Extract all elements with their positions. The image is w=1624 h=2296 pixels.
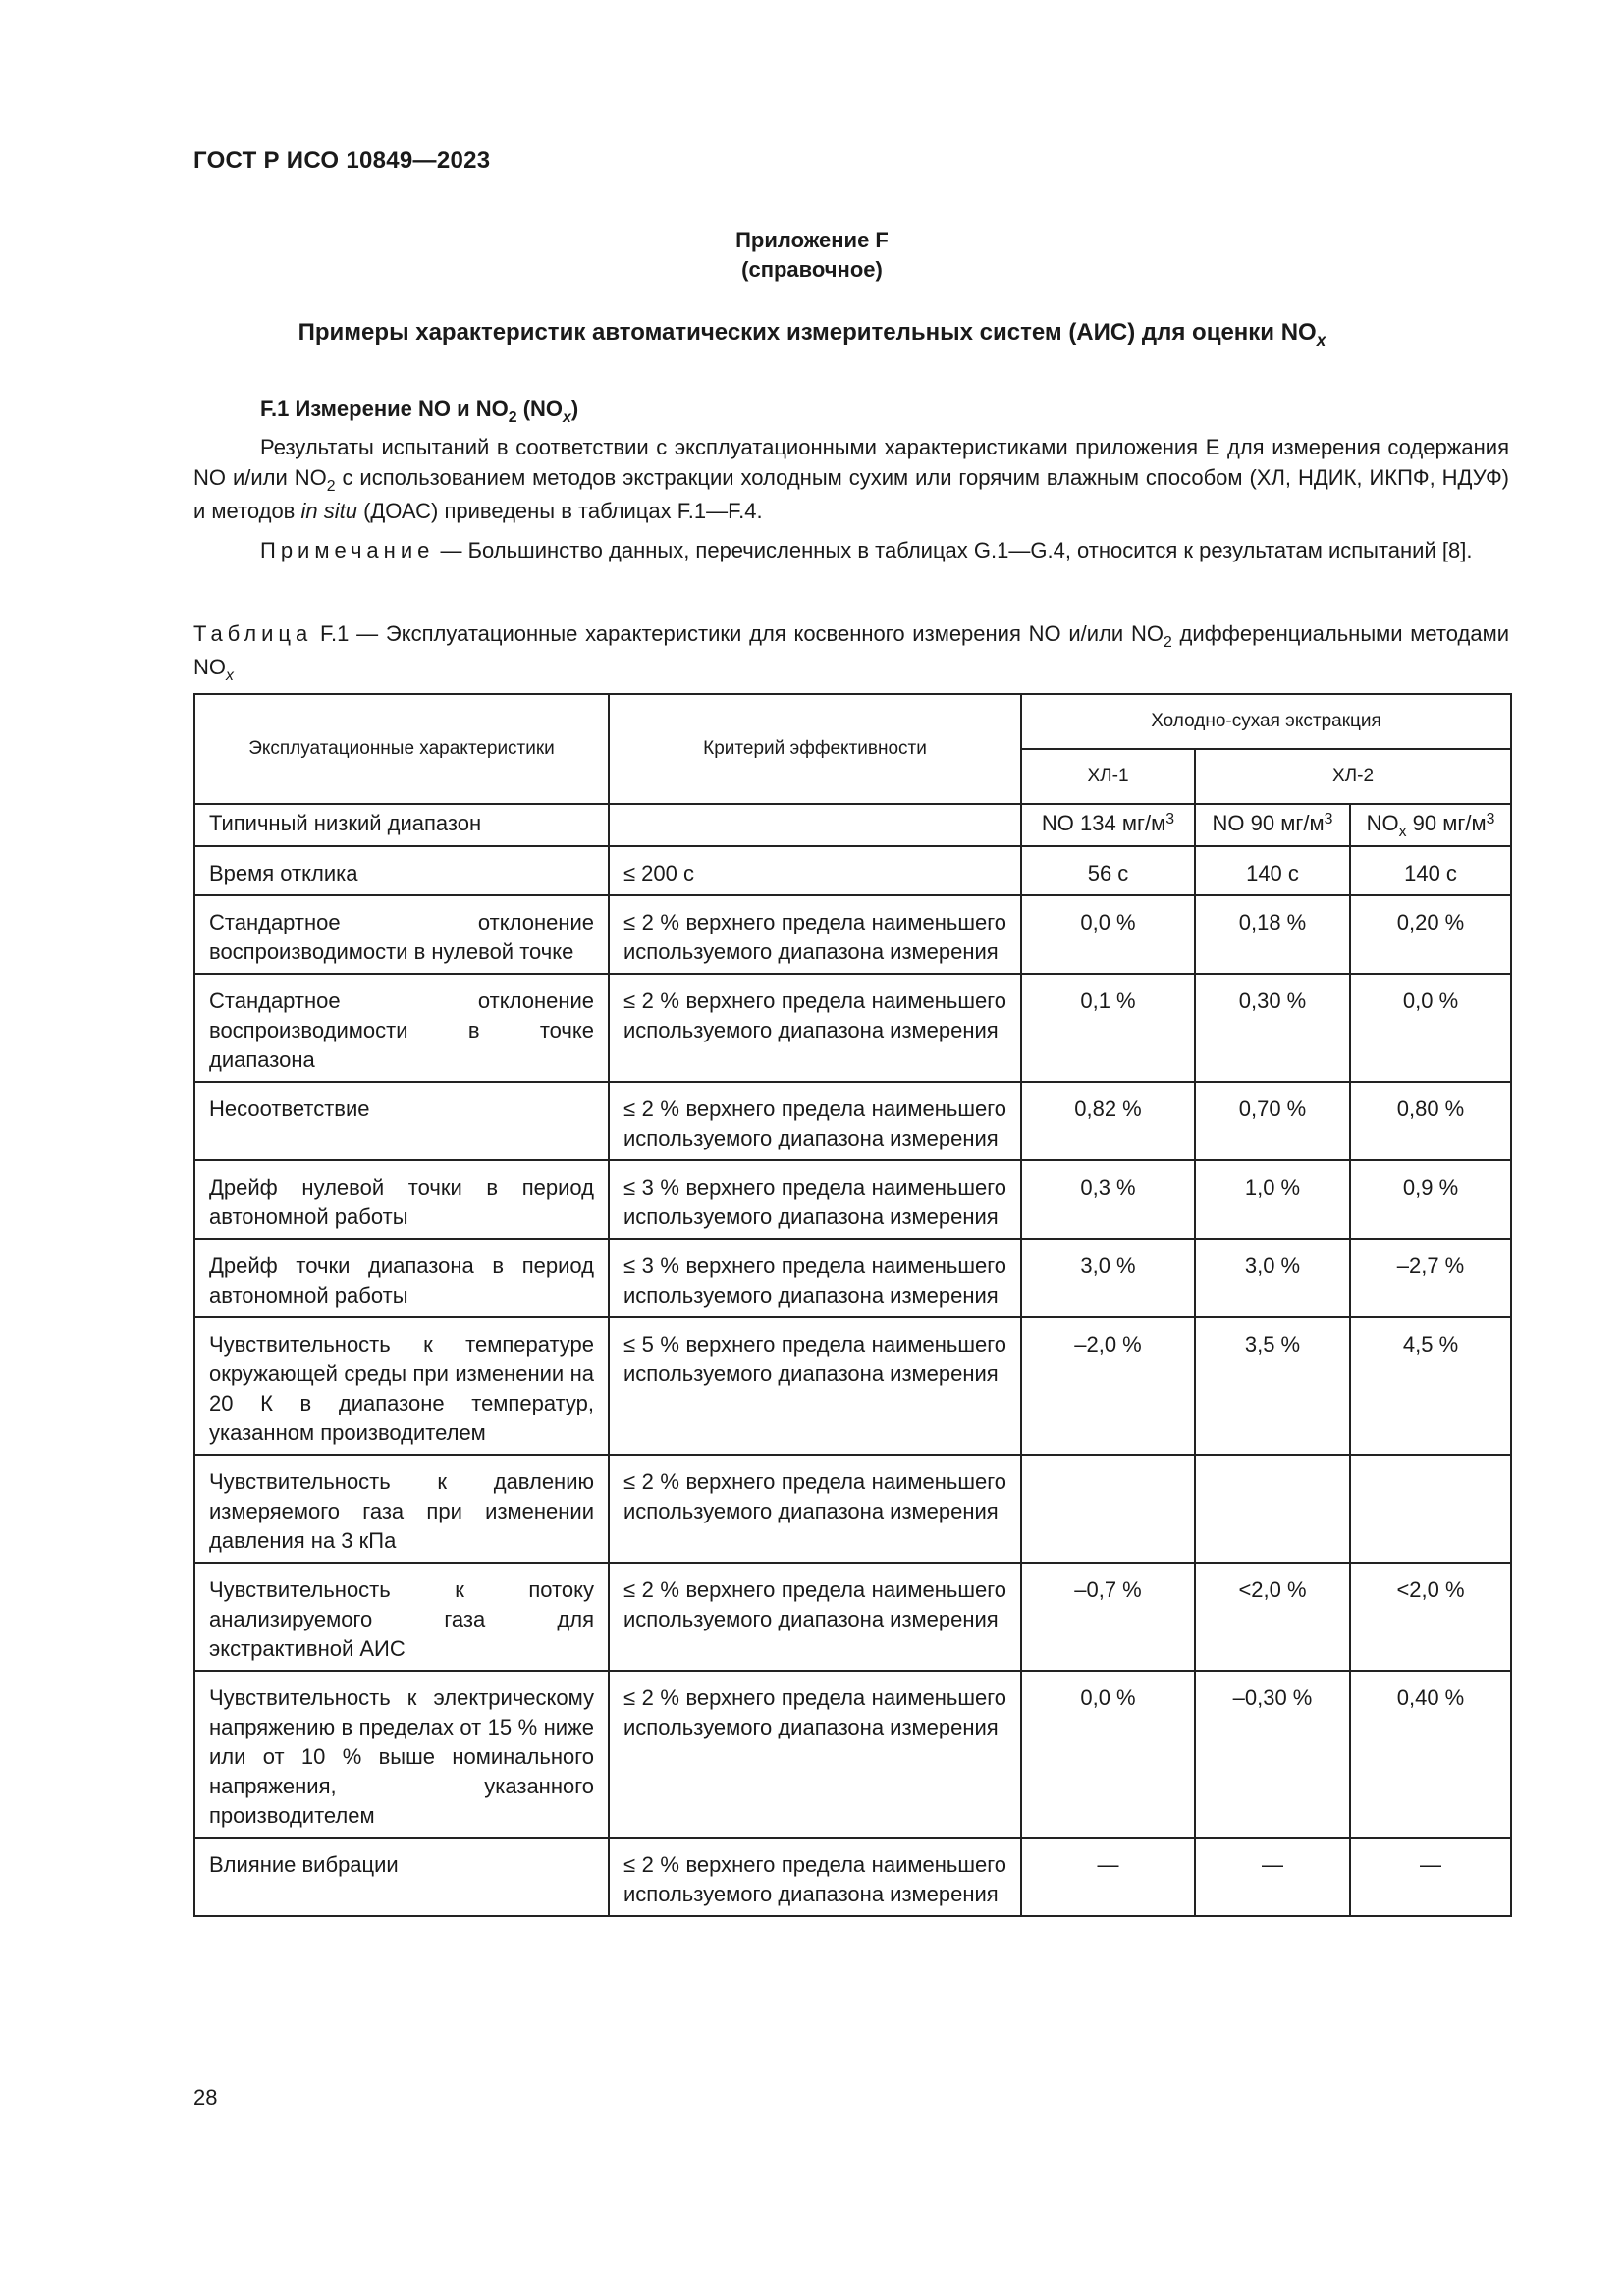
cell-value: 0,1 %: [1021, 974, 1195, 1082]
cell-value: [1195, 1455, 1350, 1563]
cell-property: Стандартное отклонение воспроизводимости в нулевой точке: [194, 895, 609, 974]
cell-property: Дрейф точки диапазона в период автономной работы: [194, 1239, 609, 1317]
cell-value: —: [1195, 1838, 1350, 1916]
table-row: [194, 846, 1511, 895]
paragraph-text: с использованием методов экстракции холодным сухим или горячим влажным способом (ХЛ, НДИК, ИКПФ, НДУФ) и методов: [193, 465, 1509, 523]
section-heading: [260, 397, 579, 426]
cell-property: Несоответствие: [194, 1082, 609, 1160]
cell-value: 0,30 %: [1195, 974, 1350, 1082]
table-row: [194, 1671, 1511, 1838]
value-subscript: x: [1398, 823, 1407, 840]
cell-criterion: ≤ 2 % верхнего предела наименьшего используемого диапазона измерения: [609, 1563, 1021, 1671]
table-row-range: [194, 804, 1511, 846]
cell-criterion: ≤ 2 % верхнего предела наименьшего используемого диапазона измерения: [609, 1671, 1021, 1838]
cell-value: 0,0 %: [1021, 1671, 1195, 1838]
table-header-row: [194, 694, 1511, 749]
note-label: Примечание: [260, 538, 435, 562]
table-row: [194, 1160, 1511, 1239]
page-number: 28: [193, 2085, 218, 2109]
cell-value: 0,20 %: [1350, 895, 1511, 974]
appendix-title-text: Примеры характеристик автоматических измерительных систем (АИС) для оценки NO: [298, 319, 1317, 346]
cell-value: 0,18 %: [1195, 895, 1350, 974]
table-caption-text: дифференциальными методами NO: [193, 621, 1510, 679]
cell-value: —: [1021, 1838, 1195, 1916]
table-row: [194, 1838, 1511, 1916]
cell-property: Чувствительность к давлению измеряемого газа при изменении давления на 3 кПа: [194, 1455, 609, 1563]
cell-value: 0,3 %: [1021, 1160, 1195, 1239]
cell-value: 3,0 %: [1195, 1239, 1350, 1317]
table-caption-label: Таблица: [193, 621, 313, 646]
cell-value: 0,82 %: [1021, 1082, 1195, 1160]
value-superscript: 3: [1324, 810, 1333, 828]
cell-value: <2,0 %: [1195, 1563, 1350, 1671]
paragraph-text: (ДОАС) приведены в таблицах F.1—F.4.: [356, 499, 763, 523]
cell-value: –2,7 %: [1350, 1239, 1511, 1317]
cell-criterion: [609, 804, 1021, 846]
table-caption-text: F.1 — Эксплуатационные характеристики для косвенного измерения NO и/или NO: [312, 621, 1164, 646]
cell-value: 3,0 %: [1021, 1239, 1195, 1317]
cell-value: 56 с: [1021, 846, 1195, 895]
cell-value: 0,0 %: [1350, 974, 1511, 1082]
cell-value: 140 с: [1195, 846, 1350, 895]
cell-property: Типичный низкий диапазон: [194, 804, 609, 846]
cell-criterion: ≤ 3 % верхнего предела наименьшего используемого диапазона измерения: [609, 1239, 1021, 1317]
table-row: [194, 1563, 1511, 1671]
value-text: 90 мг/м: [1406, 811, 1487, 835]
cell-criterion: ≤ 200 с: [609, 846, 1021, 895]
header-hl1: ХЛ-1: [1021, 749, 1195, 804]
value-superscript: 3: [1486, 810, 1495, 828]
paragraph-subscript: 2: [326, 477, 336, 495]
note-paragraph: [193, 535, 1509, 565]
table-row: [194, 1317, 1511, 1455]
cell-criterion: ≤ 2 % верхнего предела наименьшего используемого диапазона измерения: [609, 974, 1021, 1082]
appendix-type: (справочное): [741, 257, 883, 282]
cell-criterion: ≤ 5 % верхнего предела наименьшего используемого диапазона измерения: [609, 1317, 1021, 1455]
cell-value: [1195, 804, 1350, 846]
cell-value: 0,80 %: [1350, 1082, 1511, 1160]
value-superscript: 3: [1165, 810, 1175, 828]
header-criterion: Критерий эффективности: [609, 694, 1021, 804]
cell-property: Дрейф нулевой точки в период автономной работы: [194, 1160, 609, 1239]
cell-value: –2,0 %: [1021, 1317, 1195, 1455]
cell-criterion: ≤ 3 % верхнего предела наименьшего используемого диапазона измерения: [609, 1160, 1021, 1239]
paragraph-italic: in situ: [300, 499, 357, 523]
cell-value: 4,5 %: [1350, 1317, 1511, 1455]
cell-value: –0,7 %: [1021, 1563, 1195, 1671]
cell-criterion: ≤ 2 % верхнего предела наименьшего используемого диапазона измерения: [609, 1082, 1021, 1160]
cell-value: [1350, 804, 1511, 846]
table-row: [194, 1082, 1511, 1160]
table-caption-subscript-x: x: [226, 667, 234, 684]
table-caption: [193, 618, 1509, 685]
table-row: [194, 974, 1511, 1082]
value-text: NO 90 мг/м: [1212, 811, 1325, 835]
value-text: NO: [1366, 811, 1399, 835]
cell-property: Время отклика: [194, 846, 609, 895]
section-heading-part: (NO: [516, 397, 564, 421]
cell-value: 140 с: [1350, 846, 1511, 895]
appendix-label: Приложение F: [735, 228, 889, 252]
intro-paragraph: [193, 432, 1509, 526]
header-hl2: ХЛ-2: [1195, 749, 1511, 804]
cell-value: 0,0 %: [1021, 895, 1195, 974]
cell-value: [1021, 804, 1195, 846]
cell-criterion: ≤ 2 % верхнего предела наименьшего используемого диапазона измерения: [609, 895, 1021, 974]
standard-header: ГОСТ Р ИСО 10849—2023: [193, 147, 491, 174]
cell-value: —: [1350, 1838, 1511, 1916]
header-group: Холодно-сухая экстракция: [1021, 694, 1511, 749]
cell-property: Чувствительность к потоку анализируемого газа для экстрактивной АИС: [194, 1563, 609, 1671]
cell-value: 0,9 %: [1350, 1160, 1511, 1239]
section-heading-part: ): [570, 397, 579, 421]
section-heading-part: F.1 Измерение NO и NO: [260, 397, 509, 421]
appendix-title-subscript: x: [1316, 330, 1326, 350]
section-subscript-x: x: [563, 408, 571, 426]
cell-criterion: ≤ 2 % верхнего предела наименьшего используемого диапазона измерения: [609, 1455, 1021, 1563]
section-subscript-2: 2: [508, 408, 517, 426]
paragraph-text: Результаты испытаний в соответствии с эксплуатационными характеристиками приложения E для измерения содержания NO и/или NO: [193, 435, 1509, 490]
value-text: NO 134 мг/м: [1041, 811, 1166, 835]
cell-property: Влияние вибрации: [194, 1838, 609, 1916]
appendix-title: [0, 319, 1624, 350]
note-text: — Большинство данных, перечисленных в таблицах G.1—G.4, относится к результатам испытаний [8].: [434, 538, 1473, 562]
cell-value: [1350, 1455, 1511, 1563]
cell-value: [1021, 1455, 1195, 1563]
header-property: Эксплуатационные характеристики: [194, 694, 609, 804]
cell-property: Чувствительность к электрическому напряжению в пределах от 15 % ниже или от 10 % выше номинального напряжения, указанного производителем: [194, 1671, 609, 1838]
cell-value: 3,5 %: [1195, 1317, 1350, 1455]
cell-value: –0,30 %: [1195, 1671, 1350, 1838]
cell-value: <2,0 %: [1350, 1563, 1511, 1671]
cell-property: Стандартное отклонение воспроизводимости в точке диапазона: [194, 974, 609, 1082]
table-caption-subscript: 2: [1163, 633, 1172, 651]
cell-criterion: ≤ 2 % верхнего предела наименьшего используемого диапазона измерения: [609, 1838, 1021, 1916]
cell-value: 1,0 %: [1195, 1160, 1350, 1239]
table-row: [194, 1455, 1511, 1563]
cell-property: Чувствительность к температуре окружающей среды при изменении на 20 К в диапазоне температур, указанном производителем: [194, 1317, 609, 1455]
cell-value: 0,70 %: [1195, 1082, 1350, 1160]
cell-value: 0,40 %: [1350, 1671, 1511, 1838]
performance-table: [193, 693, 1512, 1917]
table-row: [194, 1239, 1511, 1317]
table-row: [194, 895, 1511, 974]
